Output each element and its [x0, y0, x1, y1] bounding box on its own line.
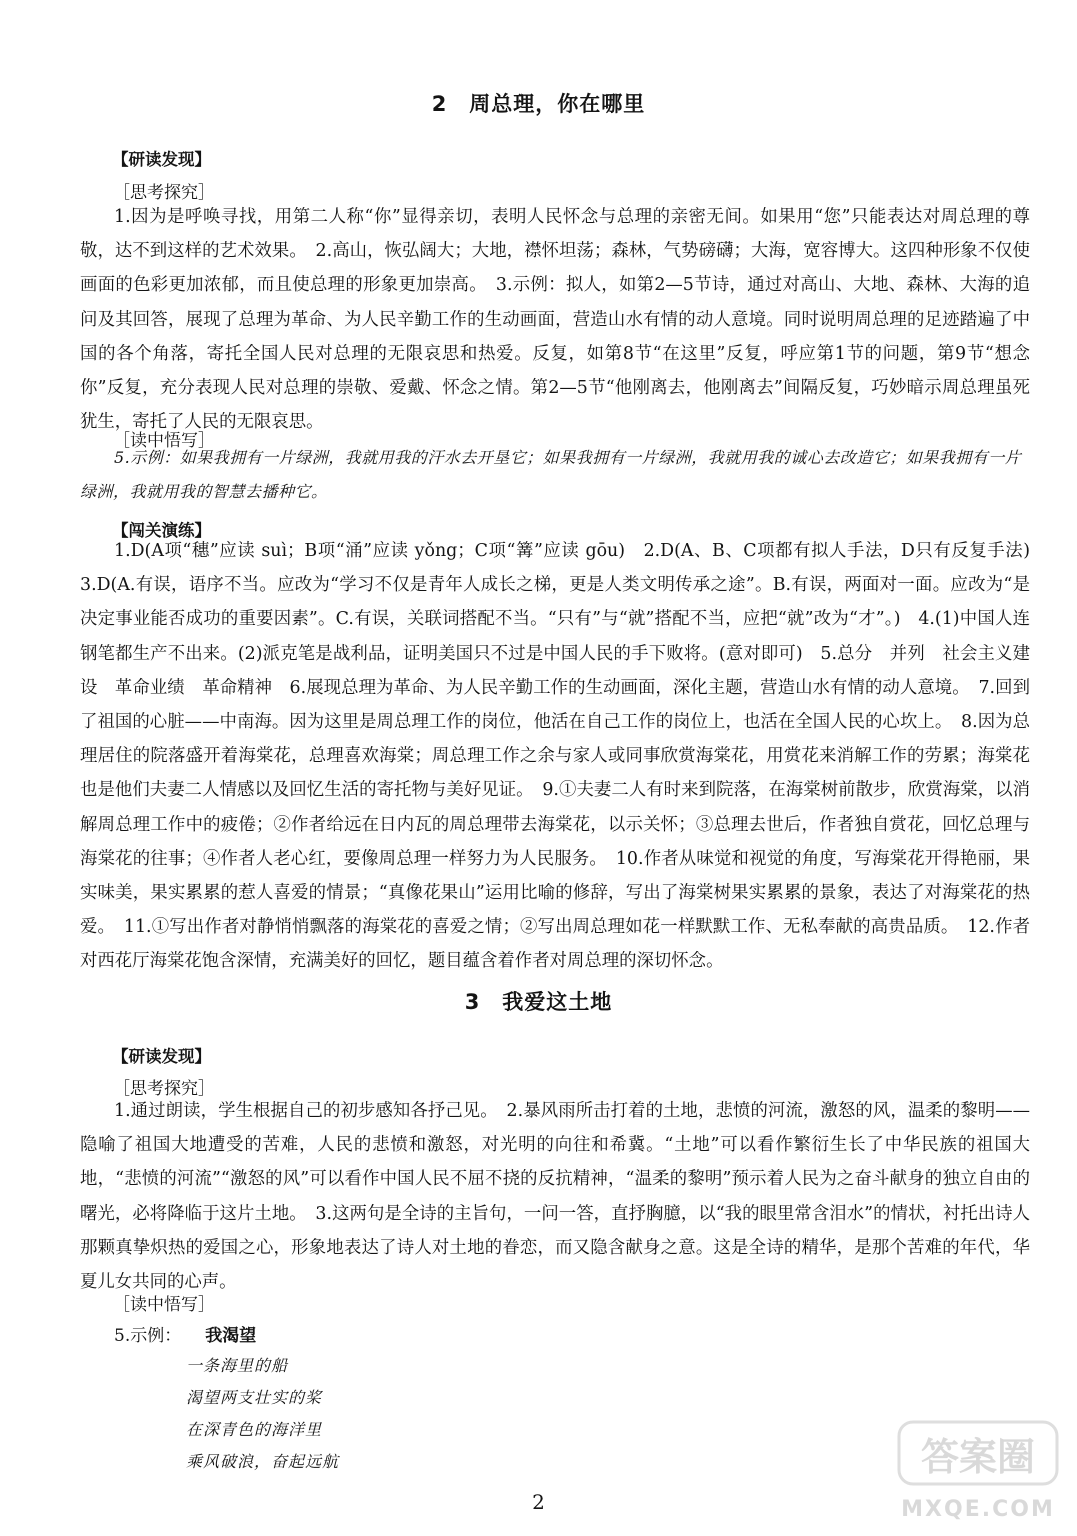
section-2-practice-label: 【闯关演练】	[112, 521, 211, 540]
section-2-discovery-label: 【研读发现】	[112, 150, 211, 169]
section-3-think-text: 1.通过朗读，学生根据自己的初步感知各抒己见。 2.暴风雨所击打着的土地，悲愤的河流，激怒的风，温柔的黎明——隐喻了祖国大地遭受的苦难，人民的悲愤和激怒，对光明的向往和希冀。“土地”可以看作繁衍生长了中华民族的祖国大地，“悲愤的河流”“激怒的风”可以看作中国人民不屈不挠的反抗精神，“温柔的黎明”预示着人民为之奋斗献身的独立自由的曙光，必将降临于这片土地。 3.这两句是全诗的主旨句，一问一答，直抒胸臆，以“我的眼里常含泪水”的情状，衬托出诗人那颗真挚炽热的爱国之心，形象地表达了诗人对土地的眷恋，而又隐含献身之意。这是全诗的精华，是那个苦难的年代，华夏儿女共同的心声。	[80, 1101, 1030, 1293]
poem-example-line	[114, 1321, 256, 1346]
section-2-title: 2 周总理，你在哪里	[431, 92, 646, 116]
section-3-think-label: ［思考探究］	[113, 1079, 215, 1099]
watermark-logo	[893, 1408, 1063, 1528]
poem-line: 渴望两支壮实的桨	[186, 1388, 323, 1407]
section-3-discovery-label: 【研读发现】	[112, 1047, 211, 1066]
section-2-think-text: 1.因为是呼唤寻找，用第二人称“你”显得亲切，表明人民怀念与总理的亲密无间。如果用“您”只能表达对周总理的尊敬，达不到这样的艺术效果。 2.高山，恢弘阔大；大地，襟怀坦荡；森林，气势磅礴；大海，宽容博大。这四种形象不仅使画面的色彩更加浓郁，而且使总理的形象更加崇高。 3.示例：拟人，如第2—5节诗，通过对高山、大地、森林、大海的追问及其回答，展现了总理为革命、为人民辛勤工作的生动画面，营造山水有情的动人意境。同时说明周总理的足迹踏遍了中国的各个角落，寄托全国人民对总理的无限哀思和热爱。反复，如第8节“在这里”反复，呼应第1节的问题，第9节“想念你”反复，充分表现人民对总理的崇敬、爱戴、怀念之情。第2—5节“他刚离去，他刚离去”间隔反复，巧妙暗示周总理虽死犹生，寄托了人民的无限哀思。	[80, 207, 1030, 433]
section-2-think-label: ［思考探究］	[113, 183, 215, 203]
watermark-bottom-text: MXQE.COM	[901, 1497, 1055, 1522]
section-3-title: 3 我爱这土地	[464, 990, 613, 1014]
page-number: 2	[532, 1490, 545, 1514]
poem-line: 乘风破浪，奋起远航	[186, 1452, 340, 1471]
section-2-write-text: 5.示例：如果我拥有一片绿洲，我就用我的汗水去开垦它；如果我拥有一片绿洲，我就用我的诚心去改造它；如果我拥有一片绿洲，我就用我的智慧去播种它。	[80, 448, 1022, 501]
section-2-practice-text: 1.D(A项“穗”应读 suì；B项“涌”应读 yǒng；C项“篝”应读 gōu) 2.D(A、B、C项都有拟人手法，D只有反复手法) 3.D(A.有误，语序不当。应改为“学习不仅是青年人成长之梯，更是人类文明传承之途”。B.有误，两面对一面。应改为“是决定事业能否成功的重要因素”。C.有误，关联词搭配不当。“只有”与“就”搭配不当，应把“就”改为“才”。) 4.(1)中国人连钢笔都生产不出来。(2)派克笔是战利品，证明美国只不过是中国人民的手下败将。(意对即可) 5.总分 并列 社会主义建设 革命业绩 革命精神 6.展现总理为革命、为人民辛勤工作的生动画面，深化主题，营造山水有情的动人意境。 7.回到了祖国的心脏——中南海。因为这里是周总理工作的岗位，他活在自己工作的岗位上，也活在全国人民的心坎上。 8.因为总理居住的院落盛开着海棠花，总理喜欢海棠；周总理工作之余与家人或同事欣赏海棠花，用赏花来消解工作的劳累；海棠花也是他们夫妻二人情感以及回忆生活的寄托物与美好见证。 9.①夫妻二人有时来到院落，在海棠树前散步，欣赏海棠，以消解周总理工作中的疲倦；②作者给远在日内瓦的周总理带去海棠花，以示关怀；③总理去世后，作者独自赏花，回忆总理与海棠花的往事；④作者人老心红，要像周总理一样努力为人民服务。 10.作者从味觉和视觉的角度，写海棠花开得艳丽，果实味美，果实累累的惹人喜爱的情景；“真像花果山”运用比喻的修辞，写出了海棠树果实累累的景象，表达了对海棠花的热爱。 11.①写出作者对静悄悄飘落的海棠花的喜爱之情；②写出周总理如花一样默默工作、无私奉献的高贵品质。 12.作者对西花厅海棠花饱含深情，充满美好的回忆，题目蕴含着作者对周总理的深切怀念。	[80, 541, 1048, 972]
poem-title: 我渴望	[205, 1326, 257, 1346]
poem-line: 在深青色的海洋里	[186, 1420, 323, 1439]
section-2-write-label: ［读中悟写］	[113, 431, 215, 451]
poem-line: 一条海里的船	[186, 1356, 289, 1375]
poem-example-prefix: 5.示例：	[114, 1326, 182, 1346]
watermark-top-text: 答案圈	[920, 1435, 1036, 1479]
section-3-write-label: ［读中悟写］	[113, 1295, 215, 1315]
